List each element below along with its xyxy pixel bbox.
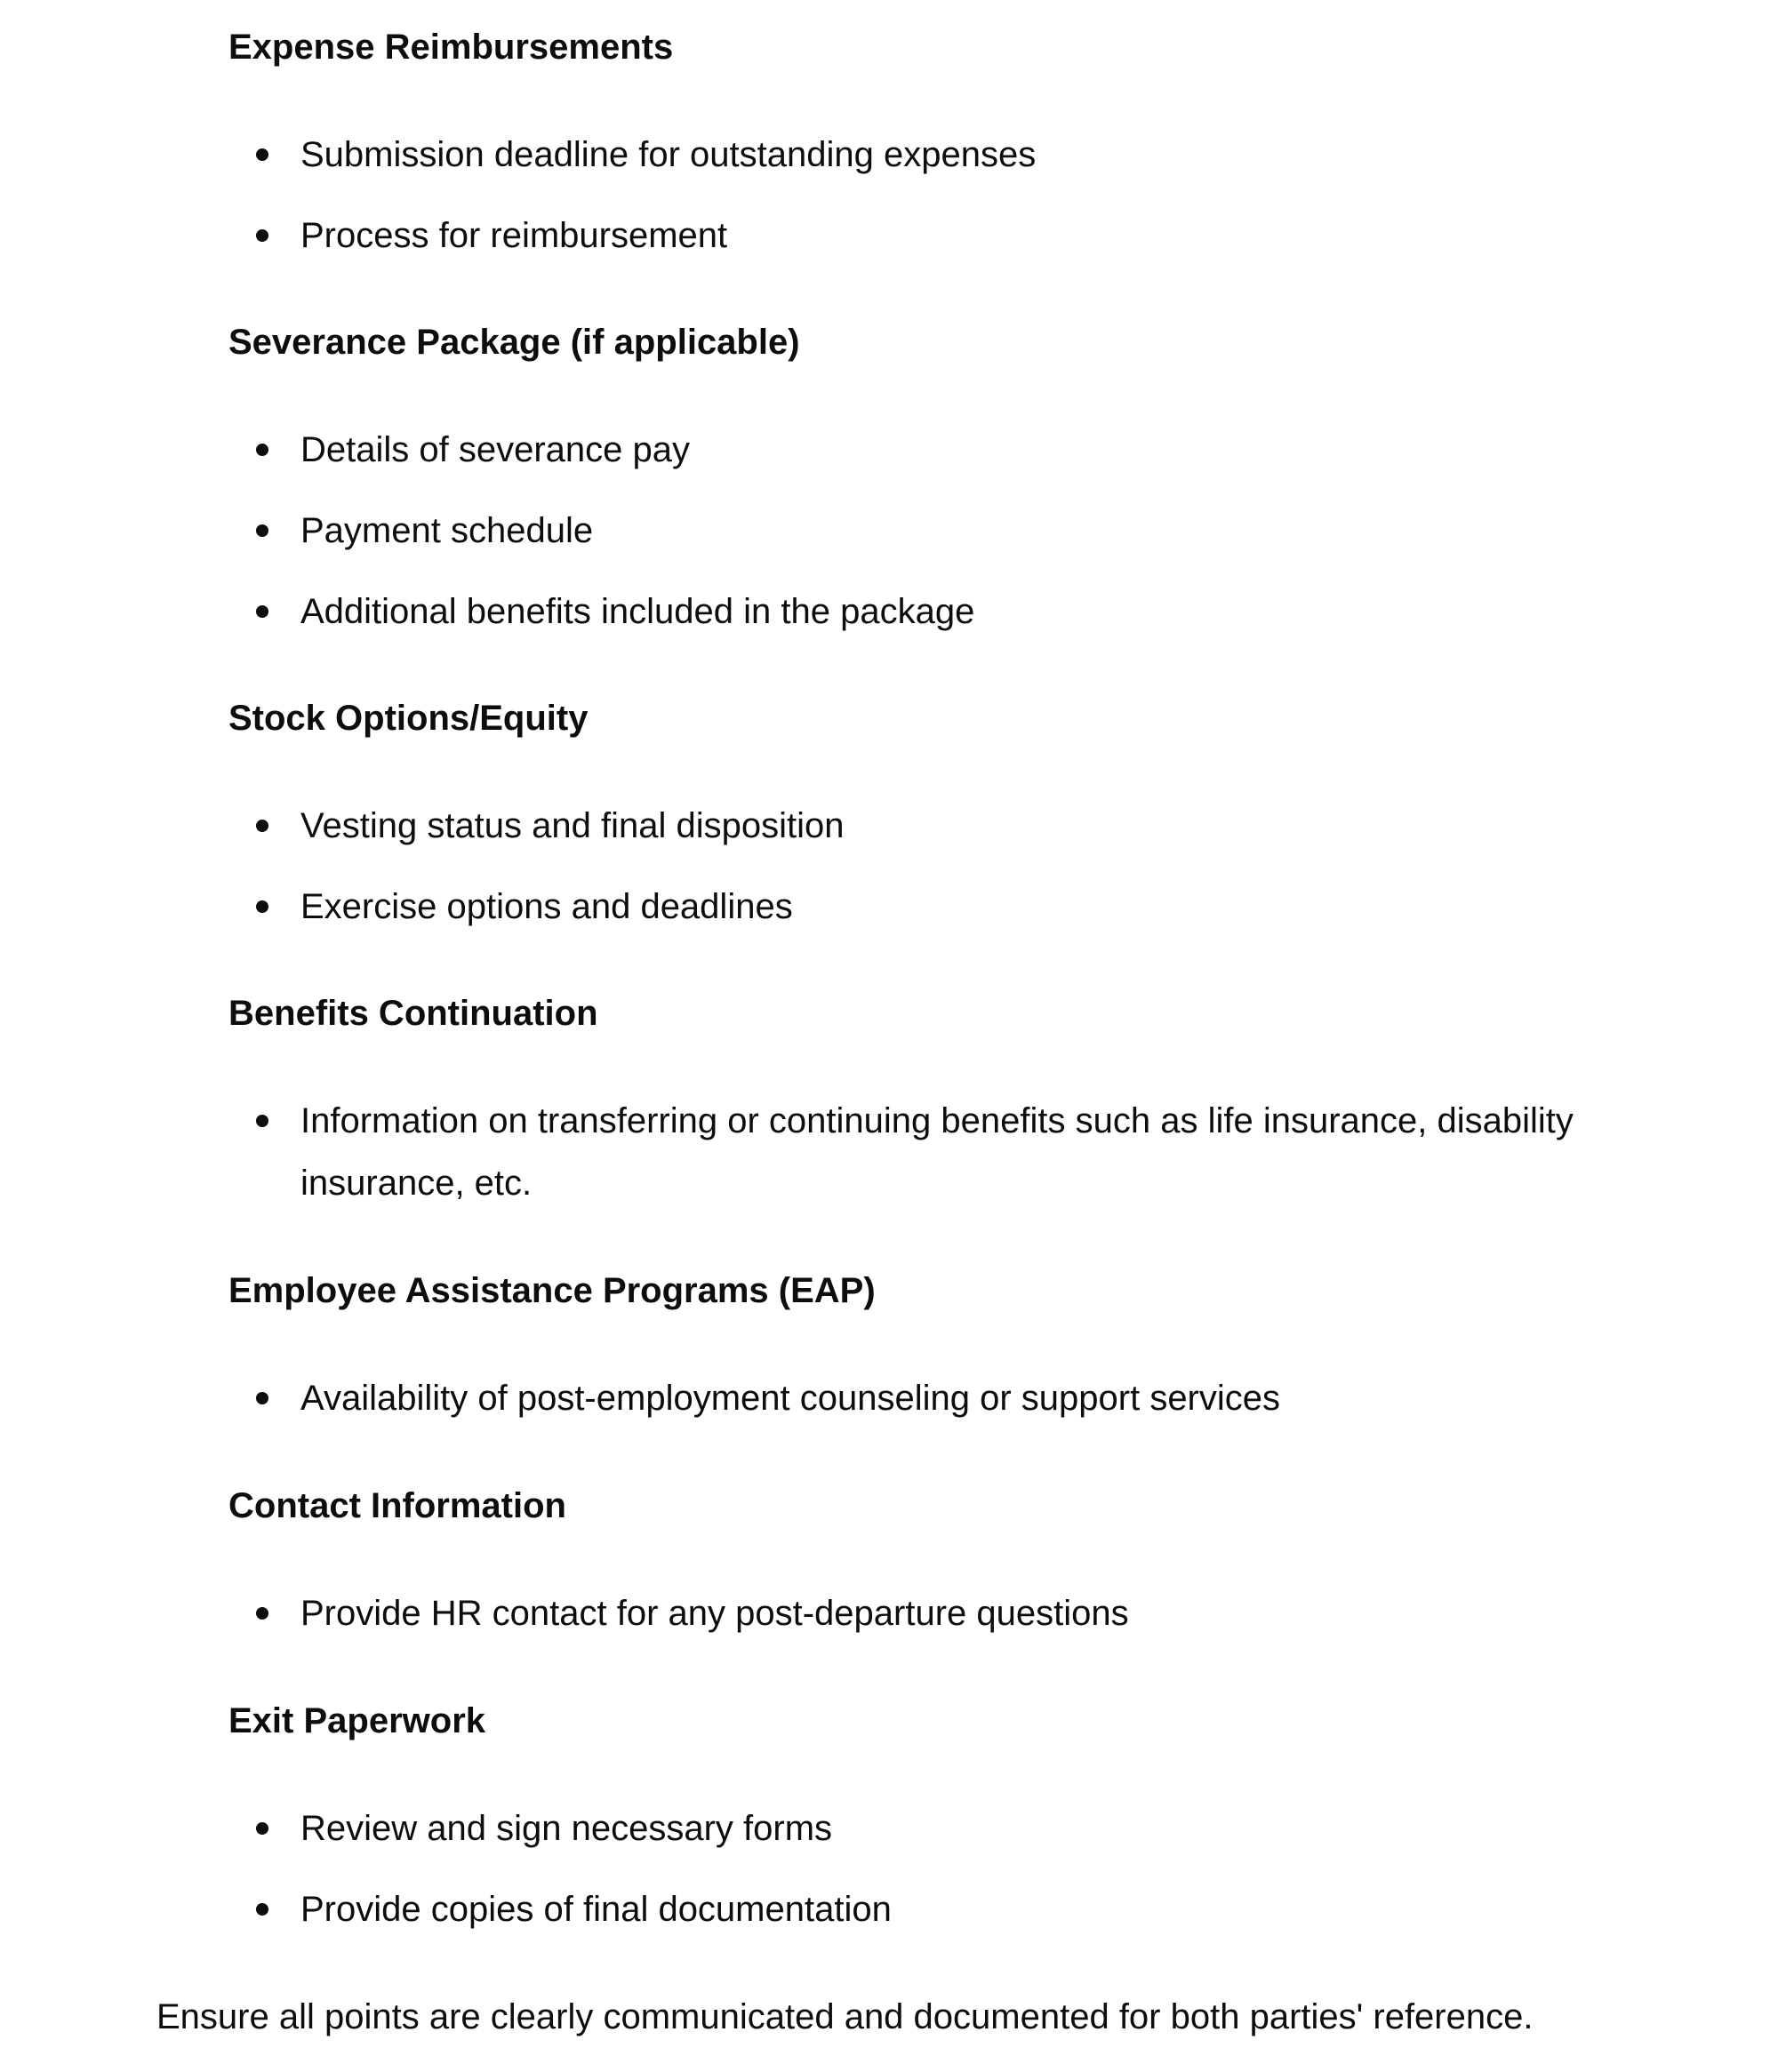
- section-title: Exit Paperwork: [228, 1701, 486, 1740]
- bullet-icon: [256, 820, 268, 832]
- bullet-icon: [256, 1822, 268, 1835]
- list-item-text: Vesting status and final disposition: [300, 806, 845, 845]
- bullet-icon: [256, 1392, 268, 1404]
- section-title: Contact Information: [228, 1486, 566, 1525]
- closing-paragraph: Ensure all points are clearly communicated and documented for both parties' reference.: [156, 1997, 1534, 2036]
- section-title: Employee Assistance Programs (EAP): [228, 1271, 876, 1310]
- bullet-icon: [256, 444, 268, 456]
- list-item-text: Additional benefits included in the package: [300, 592, 975, 631]
- bullet-icon: [256, 229, 268, 242]
- bullet-icon: [256, 605, 268, 618]
- section-title: Benefits Continuation: [228, 994, 598, 1033]
- list-item-text: Review and sign necessary forms: [300, 1809, 833, 1848]
- bullet-icon: [256, 524, 268, 537]
- list-item-text: Information on transferring or continuing benefits such as life insurance, disability insurance, etc.: [300, 1101, 1574, 1203]
- list-item-text: Provide HR contact for any post-departure questions: [300, 1594, 1129, 1633]
- bullet-icon: [256, 1903, 268, 1916]
- list-item-text: Provide copies of final documentation: [300, 1890, 892, 1929]
- bullet-icon: [256, 1607, 268, 1620]
- list-item-text: Exercise options and deadlines: [300, 887, 793, 926]
- list-item-text: Availability of post-employment counseling or support services: [300, 1379, 1281, 1418]
- list-item-text: Payment schedule: [300, 511, 594, 550]
- bullet-icon: [256, 900, 268, 913]
- list-item-text: Details of severance pay: [300, 430, 691, 469]
- list-item-text: Process for reimbursement: [300, 216, 728, 255]
- bullet-icon: [256, 1115, 268, 1127]
- bullet-icon: [256, 148, 268, 161]
- list-item-text: Submission deadline for outstanding expenses: [300, 135, 1037, 174]
- section-title: Expense Reimbursements: [228, 28, 674, 67]
- section-title: Stock Options/Equity: [228, 699, 589, 738]
- section-title: Severance Package (if applicable): [228, 323, 800, 362]
